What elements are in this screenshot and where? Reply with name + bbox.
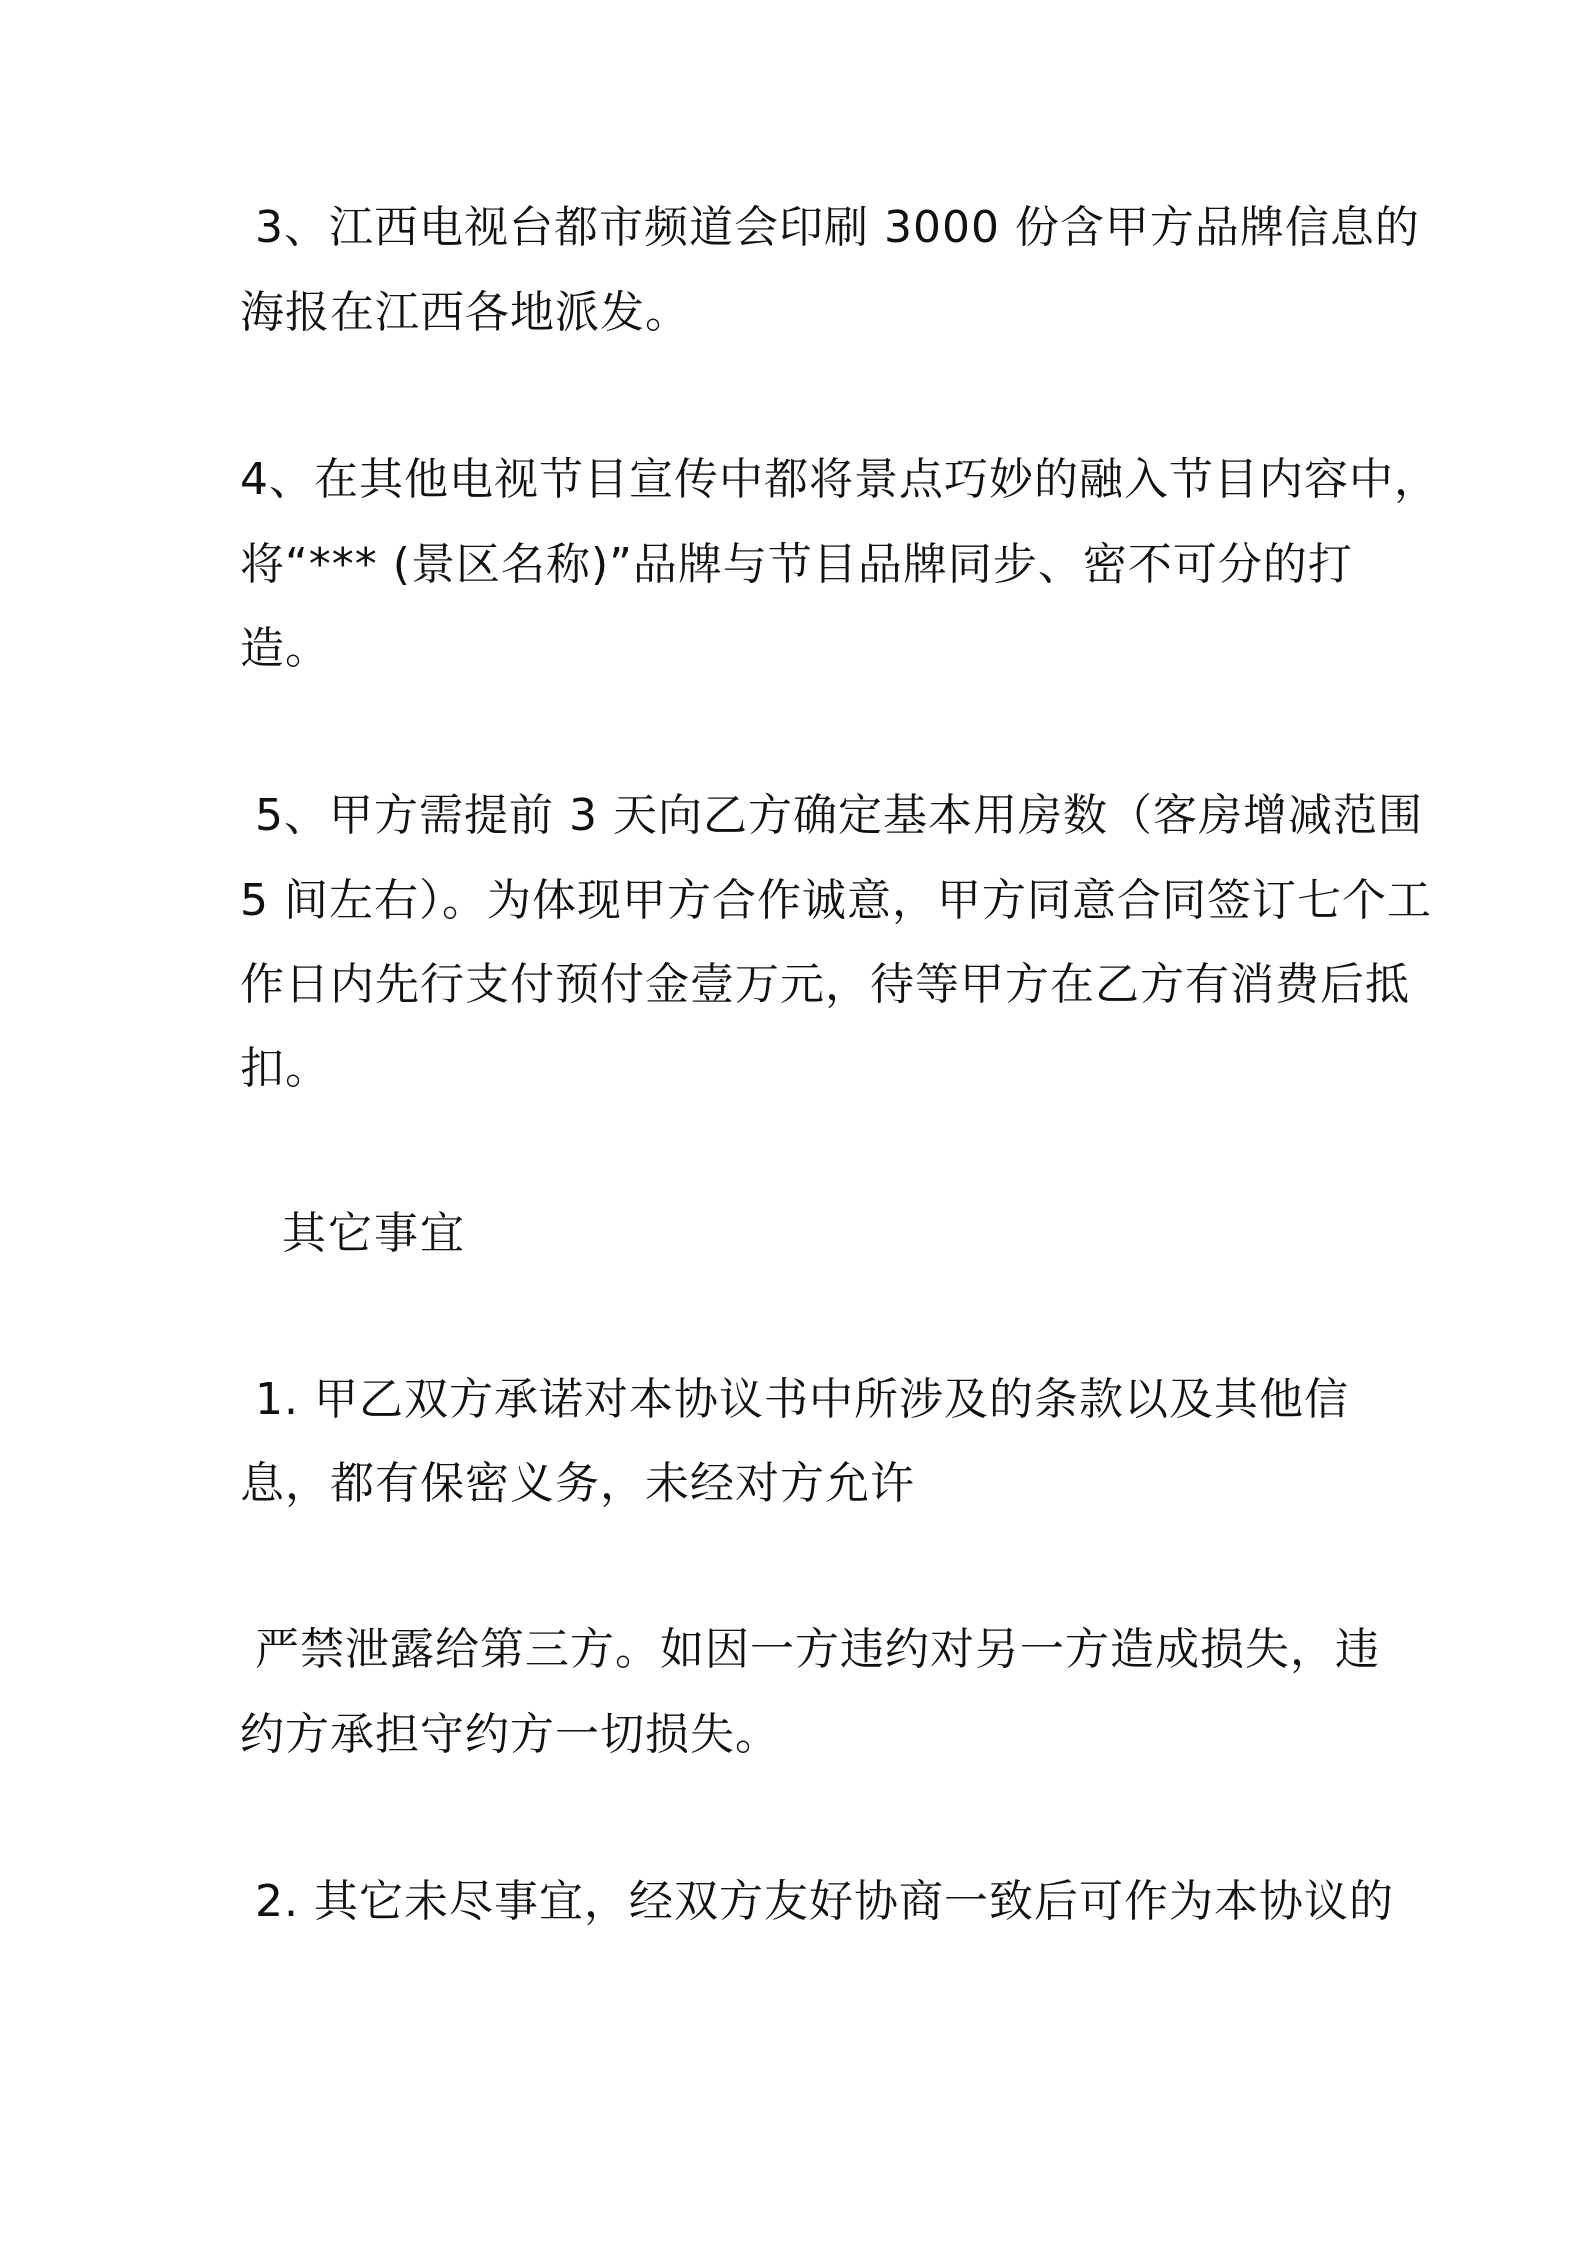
paragraph-5-line-4: 扣。 <box>240 1043 330 1094</box>
paragraph-3-line-2: 海报在江西各地派发。 <box>240 287 690 338</box>
paragraph-5-line-1: 5、甲方需提前 3 天向乙方确定基本用房数（客房增减范围 <box>240 790 1423 841</box>
paragraph-5-line-2: 5 间左右）。为体现甲方合作诚意，甲方同意合同签订七个工 <box>240 875 1432 926</box>
paragraph-4-line-2: 将“*** (景区名称)”品牌与节目品牌同步、密不可分的打 <box>240 539 1353 590</box>
item-2-line-1: 2. 其它未尽事宜，经双方友好协商一致后可作为本协议的 <box>240 1876 1394 1927</box>
item-1-line-1: 1. 甲乙双方承诺对本协议书中所涉及的条款以及其他信 <box>240 1374 1349 1425</box>
paragraph-3-line-1: 3、江西电视台都市频道会印刷 3000 份含甲方品牌信息的 <box>240 202 1420 253</box>
item-1-line-2: 息，都有保密义务，未经对方允许 <box>240 1458 915 1509</box>
section-heading: 其它事宜 <box>282 1208 466 1259</box>
paragraph-4-line-1: 4、在其他电视节目宣传中都将景点巧妙的融入节目内容中， <box>240 454 1439 505</box>
paragraph-4-line-3: 造。 <box>240 623 330 674</box>
continuation-line-2: 约方承担守约方一切损失。 <box>240 1709 780 1760</box>
continuation-line-1: 严禁泄露给第三方。如因一方违约对另一方造成损失，违 <box>240 1624 1380 1675</box>
paragraph-5-line-3: 作日内先行支付预付金壹万元，待等甲方在乙方有消费后抵 <box>240 959 1410 1010</box>
